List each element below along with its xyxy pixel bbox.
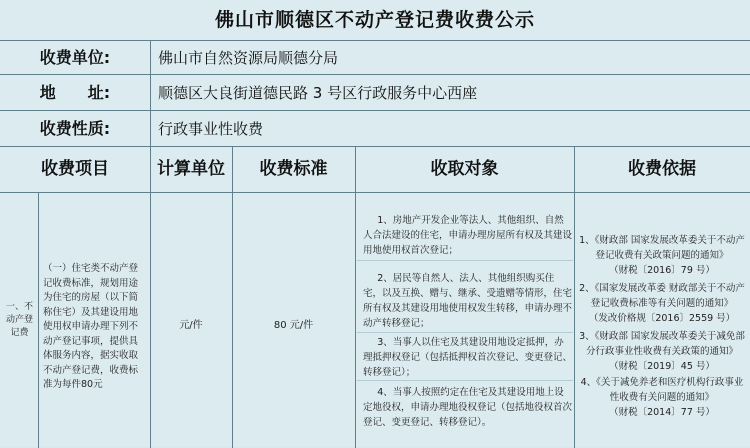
basis-item [576,329,748,374]
object-item: 4、当事人按照约定在住宅及其建设用地上设定地役权，申请办理地役权登记（包括地役权首次登记、变更登记、转移登记）。 [363,387,573,428]
basis-text: 3、《财政部 国家发展改革委关于减免部分行政事业性收费有关政策的通知》 [579,331,745,357]
divider [357,380,573,381]
calc-unit: 元/件 [179,320,203,331]
basis-ref: （发改价格规〔2016〕2559 号） [588,313,736,324]
divider [357,332,573,333]
header-basis: 收费依据 [628,159,696,179]
info-label: 地 址: [39,83,111,102]
header-standard: 收费标准 [259,159,328,179]
fee-item: （一）住宅类不动产登记收费标准，规划用途为住宅的房屋（以下简称住宅）及其建设用地使用权申请办理下列不动产登记事项，提供具体服务内容，据实收取不动产登记费，收费标准为每件80元 [43,263,139,390]
divider [38,193,39,448]
object-item: 3、当事人以住宅及其建设用地设定抵押，办理抵押权登记（包括抵押权首次登记、变更登记、转移登记）； [363,337,573,378]
divider [150,111,151,147]
divider [357,260,573,261]
basis-text: 1、《财政部 国家发展改革委关于不动产登记收费有关政策问题的通知》 [579,235,745,261]
basis-item [576,281,748,326]
table-header [0,146,750,193]
header-item: 收费项目 [41,159,109,179]
info-value: 顺德区大良街道德民路 3 号区行政服务中心西座 [158,84,478,102]
page-title: 佛山市顺德区不动产登记费收费公示 [214,9,535,31]
object-item: 2、居民等自然人、法人、其他组织购买住宅，以及互换、赠与、继承、受遗赠等情形，住宅所有权及其建设用地使用权发生转移，申请办理不动产转移登记； [363,273,573,329]
info-label: 收费性质: [39,119,111,138]
basis-text: 4、《关于减免养老和医疗机构行政事业性收费有关问题的通知》 [580,377,744,403]
fee-category: 一、不动产登记费 [5,302,33,338]
divider [355,193,356,448]
info-row-address [0,74,750,111]
divider [150,75,151,111]
header-unit: 计算单位 [157,159,225,179]
header-object: 收取对象 [430,159,499,179]
basis-ref: （财税〔2014〕77 号） [609,407,715,418]
object-item: 1、房地产开发企业等法人、其他组织、自然人合法建设的住宅，申请办理房屋所有权及其建设用地使用权首次登记； [363,215,573,256]
table-row [0,192,750,448]
basis-item [576,233,748,278]
info-value: 行政事业性收费 [158,120,264,138]
divider [150,41,151,75]
divider [574,193,575,448]
info-value: 佛山市自然资源局顺德分局 [158,49,339,67]
info-label: 收费单位: [39,48,111,67]
basis-text: 2、《国家发展改革委 财政部关于不动产登记收费标准等有关问题的通知》 [579,283,745,309]
info-row-nature [0,110,750,147]
info-row-unit [0,40,750,75]
basis-ref: （财税〔2016〕79 号） [609,265,715,276]
basis-item [576,375,748,420]
basis-ref: （财税〔2019〕45 号） [609,361,715,372]
fee-standard: 80 元/件 [273,320,314,331]
